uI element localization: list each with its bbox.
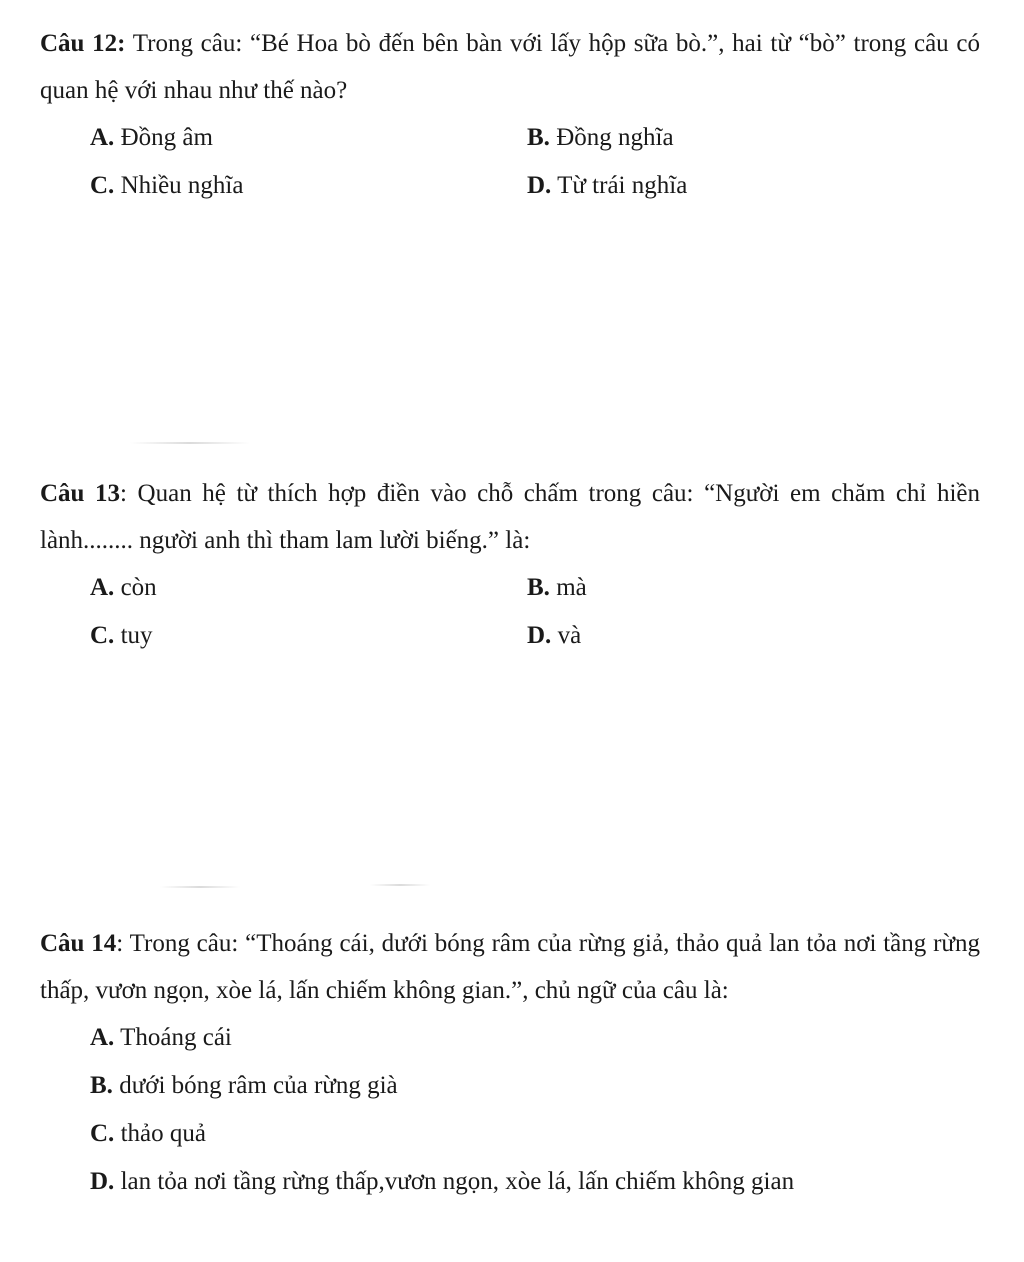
q13-option-b[interactable]: B. mà [527,574,587,601]
question-13-options [40,568,980,664]
question-13-text [40,470,980,564]
question-12-body: Trong câu: “Bé Hoa bò đến bên bàn với lấy hộp sữa bò.”, hai từ “bò” trong câu có quan hệ với nhau như thế nào? [40,30,980,104]
q12-option-c[interactable]: C. Nhiều nghĩa [90,172,244,199]
q13-option-d[interactable]: D. và [527,622,582,649]
q12-option-d[interactable]: D. Từ trái nghĩa [527,172,688,199]
question-14 [40,920,980,1210]
q13-option-c[interactable]: C. tuy [90,622,153,649]
q14-option-b[interactable]: B. dưới bóng râm của rừng già [90,1072,398,1099]
question-13-body: : Quan hệ từ thích hợp điền vào chỗ chấm trong câu: “Người em chăm chỉ hiền lành........ người anh thì tham lam lười biếng.” là: [40,480,980,554]
question-13-label: Câu 13 [40,480,121,507]
question-12 [40,20,980,214]
question-14-options [40,1018,980,1210]
question-13 [40,470,980,664]
q12-option-b[interactable]: B. Đồng nghĩa [527,124,674,151]
question-12-text [40,20,980,114]
faint-scan-line [130,442,250,444]
q13-option-a[interactable]: A. còn [90,574,157,601]
q14-option-a[interactable]: A. Thoáng cái [90,1024,232,1051]
faint-scan-line [160,886,240,888]
question-14-text [40,920,980,1014]
question-12-label: Câu 12: [40,30,126,57]
question-14-body: : Trong câu: “Thoáng cái, dưới bóng râm của rừng giả, thảo quả lan tỏa nơi tầng rừng thấp, vươn ngọn, xòe lá, lấn chiếm không gian.”, chủ ngữ của câu là: [40,930,980,1004]
q14-option-c[interactable]: C. thảo quả [90,1120,206,1147]
question-14-label: Câu 14 [40,930,117,957]
q12-option-a[interactable]: A. Đồng âm [90,124,213,151]
question-12-options [40,118,980,214]
faint-scan-line [370,884,430,886]
q14-option-d[interactable]: D. lan tỏa nơi tầng rừng thấp,vươn ngọn, xòe lá, lấn chiếm không gian [90,1168,795,1195]
